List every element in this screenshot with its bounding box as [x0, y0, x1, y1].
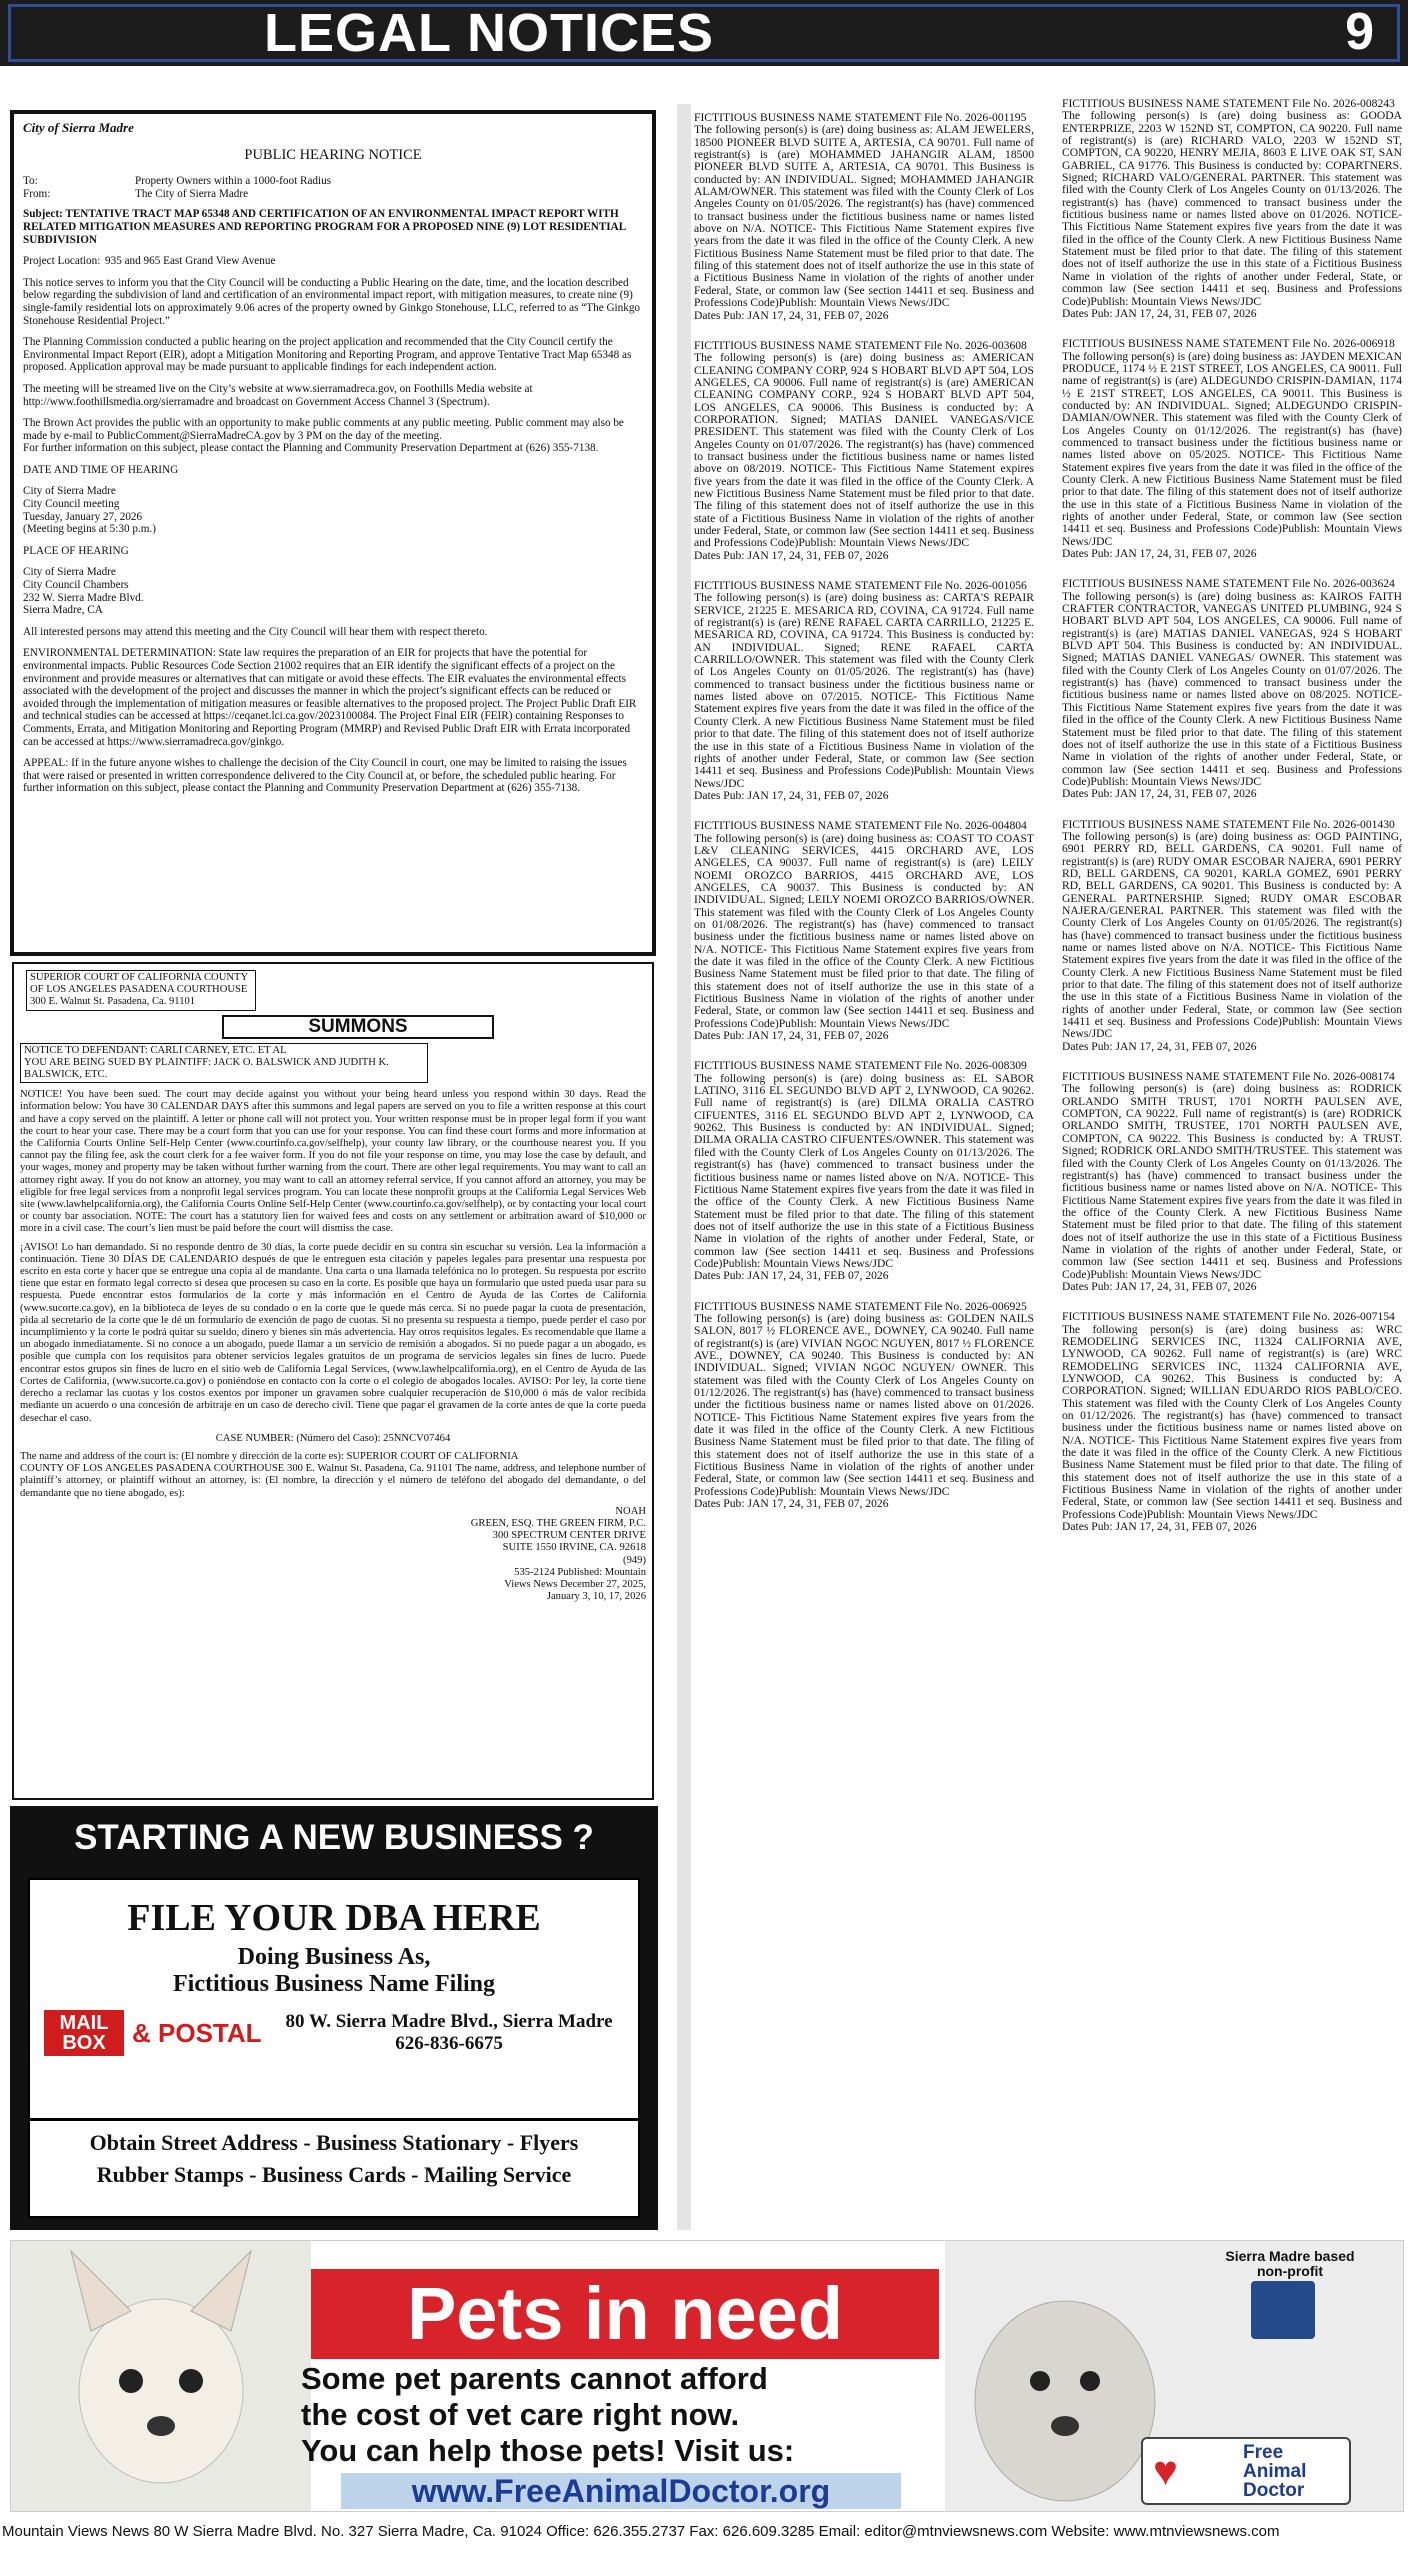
place-line: Sierra Madre, CA: [23, 604, 103, 617]
pets-line-1: Some pet parents cannot afford: [301, 2361, 768, 2396]
defendant-box: NOTICE TO DEFENDANT: CARLI CARNEY, ETC. ET AL YOU ARE BEING SUED BY PLAINTIFF: JACK O. BALSWICK AND JUDITH K. BALSWICK, ETC.: [20, 1043, 428, 1084]
case-number: CASE NUMBER: (Número del Caso): 25NNCV07464: [215, 1432, 451, 1444]
hearing-location-row: [23, 255, 643, 268]
mailbox-logo: MAIL BOX: [44, 2010, 124, 2056]
page-number: 9: [1345, 3, 1374, 61]
summons-title: SUMMONS: [222, 1015, 494, 1039]
place-line: 232 W. Sierra Madre Blvd.: [23, 591, 144, 604]
court-info: The name and address of the court is: (El nombre y dirección de la corte es): SUPERIOR COURT OF CALIFORNIA COUNTY OF LOS ANGELES PASADENA COURTHOUSE 300 E. Walnut St. Pasadena, Ca. 91101 The name, address, and telephone number of plaintiff’s attorney, or plaintiff without an attorney, is: (El nombre, la dirección y el número de teléfono del abogado del demandante, o del demandante que no tiene abogado, es):: [20, 1450, 646, 1499]
hearing-subject: Subject: TENTATIVE TRACT MAP 65348 AND CERTIFICATION OF AN ENVIRONMENTAL IMPACT REPORT WITH RELATED MITIGATION MEASURES AND REPORTING PROGRAM FOR A PROPOSED NINE (9) LOT RESIDENTIAL SUBDIVISION: [23, 208, 626, 246]
mailbox-phone: 626-836-6675: [395, 2033, 503, 2054]
fbn-statement: FICTITIOUS BUSINESS NAME STATEMENT File No. 2026-008309 The following person(s) is (are) doing business as: EL SABOR LATINO, 3116 EL SEGUNDO BLVD APT 2, LYNWOOD, CA 90262. Full name of registrant(s) is (are) DILMA ORALIA CASTRO CIFUENTES, 3116 EL SEGUNDO BLVD APT 2, LYNWOOD, CA 90262. This Business is conducted by: AN INDIVIDUAL. Signed; DILMA ORALIA CASTRO CIFUENTES/OWNER. This statement was filed with the County Clerk of Los Angeles County on 01/13/2026. The registrant(s) has (have) commenced to transact business under the fictitious business name or names listed above on N/A. NOTICE- This Fictitious Name Statement expires five years from the date it was filed in the office of the County Clerk. A new Fictitious Business Name Statement must be filed prior to that date. The filing of this statement does not of itself authorize the use in this state of a Fictitious Business Name in violation of the rights of another under Federal, State, or common law (See section 14411 et seq. Business and Professions Code)Publish: Mountain Views News/JDC Dates Pub: JAN 17, 24, 31, FEB 07, 2026: [694, 1059, 1034, 1283]
place-heading: PLACE OF HEARING: [23, 544, 129, 557]
dba-line-3: Fictitious Business Name Filing: [172, 1971, 496, 1997]
pets-line-2: the cost of vet care right now.: [301, 2397, 740, 2432]
hearing-paragraph-1: This notice serves to inform you that the City Council will be conducting a Public Hearing on the date, time, and the location described below regarding the subdivision of land and certification of an environmental impact report, with mitigation measures, to create nine (9) single-family residential lots on approximately 9.06 acres of the property owned by Ginkgo Stonehouse, LLC, referred to as “The Ginkgo Stonehouse Residential Project.”: [23, 276, 641, 327]
fbn-statement: FICTITIOUS BUSINESS NAME STATEMENT File No. 2026-001056 The following person(s) is (are) doing business as: CARTA'S REPAIR SERVICE, 21225 E. MESARICA RD, COVINA, CA 91724. Full name of registrant(s) is (are) RENE RAFAEL CARTA CARRILLO, 21225 E. MESARICA RD, COVINA, CA 91724. This Business is conducted by: AN INDIVIDUAL. Signed; RENE RAFAEL CARTA CARRILLO/OWNER. This statement was filed with the County Clerk of Los Angeles County on 01/05/2026. The registrant(s) has (have) commenced to transact business under the fictitious business name or names listed above on 07/2015. NOTICE- This Fictitious Name Statement expires five years from the date it was filed in the office of the County Clerk. A new Fictitious Business Name Statement must be filed prior to that date. The filing of this statement does not of itself authorize the use in this state of a Fictitious Business Name in violation of the rights of another under Federal, State, or common law (See section 14411 et seq. Business and Professions Code)Publish: Mountain Views News/JDC Dates Pub: JAN 17, 24, 31, FEB 07, 2026: [694, 579, 1034, 802]
fbn-column-b: [1062, 98, 1402, 2258]
location-value: 935 and 965 East Grand View Avenue: [105, 255, 276, 268]
nonprofit-label: Sierra Madre based non-profit: [1225, 2248, 1355, 2279]
appeal-paragraph: APPEAL: If in the future anyone wishes to challenge the decision of the City Council in court, one may be limited to raising the issues that were raised or presented in written correspondence delivered to the City Council at, or before, the scheduled public hearing. For further information on this subject, please contact the Planning and Community Preservation Department at (626) 355-7138.: [23, 757, 627, 795]
hearing-paragraph-5: All interested persons may attend this meeting and the City Council will hear them with respect thereto.: [23, 625, 488, 638]
postal-label: & POSTAL: [132, 2017, 262, 2048]
date-block: [23, 485, 643, 535]
place-block: [23, 566, 643, 616]
fbn-statement: FICTITIOUS BUSINESS NAME STATEMENT File No. 2026-003608 The following person(s) is (are) doing business as: AMERICAN CLEANING COMPANY CORP, 924 S HOBART BLVD APT 504, LOS ANGELES, CA 90006. Full name of registrant(s) is (are) AMERICAN CLEANING COMPANY CORP., 924 S HOBART BLVD APT 504, LOS ANGELES, CA 90006. This Business is conducted by: A CORPORATION. Signed; MATIAS DANIEL VANEGAS/VICE PRESIDENT. This statement was filed with the County Clerk of Los Angeles County on 01/07/2026. The registrant(s) has (have) commenced to transact business under the fictitious business name or names listed above on 08/2019. NOTICE- This Fictitious Name Statement expires five years from the date it was filed in the office of the County Clerk. A new Fictitious Business Name Statement must be filed prior to that date. The filing of this statement does not of itself authorize the use in this state of a Fictitious Business Name in violation of the rights of another under Federal, State, or common law (See section 14411 et seq. Business and Professions Code)Publish: Mountain Views News/JDC Dates Pub: JAN 17, 24, 31, FEB 07, 2026: [694, 338, 1034, 562]
mailbox-address: 80 W. Sierra Madre Blvd., Sierra Madre: [285, 2011, 613, 2032]
location-label: Project Location:: [23, 255, 101, 268]
fbn-statement: FICTITIOUS BUSINESS NAME STATEMENT File No. 2026-007154 The following person(s) is (are) doing business as: WRC REMODELING SERVICES INC, 11324 CALIFORNIA AVE, LYNWOOD, CA 90262. Full name of registrant(s) is (are) WRC REMODELING SERVICES INC, 11324 CALIFORNIA AVE, LYNWOOD, CA 90262. This Business is conducted by: A CORPORATION. Signed; WILLIAN EDUARDO RIOS PABLO/CEO. This statement was filed with the County Clerk of Los Angeles County on 01/12/2026. The registrant(s) has (have) commenced to transact business under the fictitious business name or names listed above on N/A. NOTICE- This Fictitious Name Statement expires five years from the date it was filed in the office of the County Clerk. A new Fictitious Business Name Statement must be filed prior to that date. The filing of this statement does not of itself authorize the use in this state of a Fictitious Business Name in violation of the rights of another under Federal, State, or common law (See section 14411 et seq. Business and Professions Code)Publish: Mountain Views News/JDC Dates Pub: JAN 17, 24, 31, FEB 07, 2026: [1062, 1310, 1402, 1534]
city-seal-icon: [1251, 2281, 1315, 2339]
date-heading: DATE AND TIME OF HEARING: [23, 463, 179, 476]
fbn-statement: FICTITIOUS BUSINESS NAME STATEMENT File No. 2026-003624 The following person(s) is (are) doing business as: KAIROS FAITH CRAFTER CONTRACTOR, VANEGAS UNITED PLUMBING, 924 S HOBART BLVD APT 504, LOS ANGELES, CA 90006. Full name of registrant(s) is (are) MATIAS DANIEL VANEGAS, 924 S HOBART BLVD APT 504. This Business is conducted by: AN INDIVIDUAL. Signed; MATIAS DANIEL VANEGAS/ OWNER. This statement was filed with the County Clerk of Los Angeles County on 01/07/2026. The registrant(s) has (have) commenced to transact business under the fictitious business name or names listed above on 08/2025. NOTICE- This Fictitious Name Statement expires five years from the date it was filed in the office of the County Clerk. A new Fictitious Business Name Statement must be filed prior to that date. The filing of this statement does not of itself authorize the use in this state of a Fictitious Business Name in violation of the rights of another under Federal, State, or common law (See section 14411 et seq. Business and Professions Code)Publish: Mountain Views News/JDC Dates Pub: JAN 17, 24, 31, FEB 07, 2026: [1062, 577, 1402, 801]
fbn-statement: FICTITIOUS BUSINESS NAME STATEMENT File No. 2026-006925 The following person(s) is (are) doing business as: GOLDEN NAILS SALON, 8017 ½ FLORENCE AVE., DOWNEY, CA 90240. Full name of registrant(s) is (are) VIVIAN NGOC NGUYEN, 8017 ½ FLORENCE AVE., DOWNEY, CA 90240. This Business is conducted by: AN INDIVIDUAL. Signed; VIVIAN NGOC NGUYEN/ OWNER. This statement was filed with the County Clerk of Los Angeles County on 01/12/2026. The registrant(s) has (have) commenced to transact business under the fictitious business name or names listed above on 01/2026. NOTICE- This Fictitious Name Statement expires five years from the date it was filed in the office of the County Clerk. A new Fictitious Business Name Statement must be filed prior to that date. The filing of this statement does not of itself authorize the use in this state of a Fictitious Business Name in violation of the rights of another under Federal, State, or common law (See section 14411 et seq. Business and Professions Code)Publish: Mountain Views News/JDC Dates Pub: JAN 17, 24, 31, FEB 07, 2026: [694, 1299, 1034, 1511]
hearing-paragraph-3: The meeting will be streamed live on the City’s website at www.sierramadreca.gov, on Foothills Media website at http://www.foothillsmedia.org/sierramadre and broadcast on Government Access Channel 3 (Spectrum).: [23, 382, 533, 408]
fbn-statement: FICTITIOUS BUSINESS NAME STATEMENT File No. 2026-001195 The following person(s) is (are) doing business as: ALAM JEWELERS, 18500 PIONEER BLVD SUITE A, ARTESIA, CA 90701. Full name of registrant(s) is (are) MOHAMMED JAHANGIR ALAM, 18500 PIONEER BLVD SUITE A, ARTESIA, CA 90701. This Business is conducted by: AN INDIVIDUAL. Signed; MOHAMMED JAHANGIR ALAM/OWNER. This statement was filed with the County Clerk of Los Angeles County on 01/05/2026. The registrant(s) has (have) commenced to transact business under the fictitious business name or names listed above on N/A. NOTICE- This Fictitious Name Statement expires five years from the date it was filed in the office of the County Clerk. A new Fictitious Business Name Statement must be filed prior to that date. The filing of this statement does not of itself authorize the use in this state of a Fictitious Business Name in violation of the rights of another under Federal, State, or common law (See section 14411 et seq. Business and Professions Code)Publish: Mountain Views News/JDC Dates Pub: JAN 17, 24, 31, FEB 07, 2026: [694, 112, 1034, 322]
hearing-paragraph-4: The Brown Act provides the public with an opportunity to make public comments at any public meeting. Public comment may also be made by e-mail to PublicComment@SierraMadreCA.gov by 3 PM on the day of the meeting. For further information on this subject, please contact the Planning and Community Preservation Department at (626) 355-7138.: [23, 417, 624, 455]
page-footer: Mountain Views News 80 W Sierra Madre Blvd. No. 327 Sierra Madre, Ca. 91024 Office: 626.355.2737 Fax: 626.609.3285 Email: editor@mtnviewsnews.com Website: www.mtnviewsnews.com: [2, 2523, 1280, 2540]
dba-ad: [10, 1806, 658, 2230]
page-title: LEGAL NOTICES: [264, 3, 715, 63]
pets-text: [301, 2361, 961, 2469]
dba-line-2: Doing Business As,: [237, 1944, 431, 1970]
mailbox-row: [30, 2010, 638, 2056]
pets-url[interactable]: www.FreeAnimalDoctor.org: [341, 2473, 901, 2509]
from-label: From:: [23, 187, 51, 200]
date-line: Tuesday, January 27, 2026: [23, 510, 143, 523]
page-header: [0, 0, 1408, 66]
hearing-to-row: [23, 175, 643, 188]
summons-notice: [12, 962, 654, 1800]
dba-ad-body: [28, 1878, 640, 2218]
environmental-determination: ENVIRONMENTAL DETERMINATION: State law requires the preparation of an EIR for projects that have the potential for environmental impacts. Public Resources Code Section 21002 requires that an EIR identify the significant effects of a project on the environment and provide measures or alternatives that can mitigate or avoid these effects. The EIR evaluates the environmental effects associated with the development of the project and discusses the manner in which the project’s significant effects can be reduced or avoided through the implementation of mitigation measures or feasible alternatives to the proposed project. The Project Public Draft EIR and technical studies can be accessed at https://ceqanet.lci.ca.gov/2023100084. The Project Final EIR (FEIR) containing Responses to Comments, Errata, and Mitigation Monitoring and Reporting Program (MMRP) and Revised Public Draft EIR with Errata incorporated can be accessed at https://www.sierramadreca.gov/ginkgo.: [23, 647, 637, 748]
free-animal-doctor-logo: [1141, 2437, 1351, 2505]
pets-headline: Pets in need: [311, 2269, 939, 2359]
hearing-title: PUBLIC HEARING NOTICE: [244, 146, 422, 163]
dba-services-2: Rubber Stamps - Business Cards - Mailing Service: [96, 2162, 572, 2187]
fbn-statement: FICTITIOUS BUSINESS NAME STATEMENT File No. 2026-004804 The following person(s) is (are) doing business as: COAST TO COAST L&V CLEANING SERVICES, 4415 ORCHARD AVE, LOS ANGELES, CA 90037. Full name of registrant(s) is (are) LEILY NOEMI OROZCO BARRIOS, 4415 ORCHARD AVE, LOS ANGELES, CA 90037. This Business is conducted by: AN INDIVIDUAL. Signed; LEILY NOEMI OROZCO BARRIOS/OWNER. This statement was filed with the County Clerk of Los Angeles County on 01/08/2026. The registrant(s) has (have) commenced to transact business under the fictitious business name or names listed above on N/A. NOTICE- This Fictitious Name Statement expires five years from the date it was filed in the office of the County Clerk. A new Fictitious Business Name Statement must be filed prior to that date. The filing of this statement does not of itself authorize the use in this state of a Fictitious Business Name in violation of the rights of another under Federal, State, or common law (See section 14411 et seq. Business and Professions Code)Publish: Mountain Views News/JDC Dates Pub: JAN 17, 24, 31, FEB 07, 2026: [694, 819, 1034, 1043]
place-line: City Council Chambers: [23, 579, 129, 592]
public-hearing-notice: [10, 110, 656, 956]
heart-cross-icon: ♥: [1153, 2449, 1178, 2495]
hearing-city: City of Sierra Madre: [23, 120, 134, 135]
summons-english: NOTICE! You have been sued. The court may decide against you without your being heard unless you respond within 30 days. Read the information below: You have 30 CALENDAR DAYS after this summons and legal papers are served on you to file a written response at this court and have a copy served on the plaintiff. A letter or phone call will not protect you. Your written response must be in proper legal form if you want the court to hear your case. There may be a court form that you can use for your response. You can find these court forms and more information at the California Courts Online Self-Help Center (www.courtinfo.ca.gov/selfhelp), your county law library, or the courthouse nearest you. If you cannot pay the filing fee, ask the court clerk for a fee waiver form. If you do not file your response on time, you may lose the case by default, and your wages, money and property may be taken without further warning from the court. There are other legal requirements. You may want to call an attorney right away. If you do not know an attorney, you may want to call an attorney referral service, If you cannot afford an attorney, you may be eligible for free legal services from a nonprofit legal services program. You can locate these nonprofit groups at the California Legal Services Web site (www.lawhelpcalifornia.org), the California Courts Online Self-Help Center (www.courtinfo.ca.gov/selfhelp), or by contacting your local court or county bar association. NOTE: The court has a statutory lien for waived fees and costs on any settlement or arbitration award of $10,000 or more in a civil case. The court’s lien must be paid before the court will dismiss the case.: [20, 1089, 646, 1235]
fbn-statement: FICTITIOUS BUSINESS NAME STATEMENT File No. 2026-008174 The following person(s) is (are) doing business as: RODRICK ORLANDO SMITH TRUST, 1701 NORTH PAULSEN AVE, COMPTON, CA 90222. Full name of registrant(s) is (are) RODRICK ORLANDO SMITH, TRUSTEE, 1701 NORTH PAULSEN AVE, COMPTON, CA 90222. This Business is conducted by: A TRUST. Signed; RODRICK ORLANDO SMITH/TRUSTEE. This statement was filed with the County Clerk of Los Angeles County on 01/13/2026. The registrant(s) has (have) commenced to transact business under the fictitious business name or names listed above on N/A. NOTICE- This Fictitious Name Statement expires five years from the date it was filed in the office of the County Clerk. A new Fictitious Business Name Statement must be filed prior to that date. The filing of this statement does not of itself authorize the use in this state of a Fictitious Business Name in violation of the rights of another under Federal, State, or common law (See section 14411 et seq. Business and Professions Code)Publish: Mountain Views News/JDC Dates Pub: JAN 17, 24, 31, FEB 07, 2026: [1062, 1070, 1402, 1293]
attorney-info: NOAH GREEN, ESQ. THE GREEN FIRM, P.C. 300 SPECTRUM CENTER DRIVE SUITE 1550 IRVINE, CA. 92618 (949) 535-2124 Published: Mountain Views News December 27, 2025, January 3, 10, 17, 2026: [470, 1505, 646, 1603]
place-line: City of Sierra Madre: [23, 566, 116, 579]
fbn-statement: FICTITIOUS BUSINESS NAME STATEMENT File No. 2026-006918 The following person(s) is (are) doing business as: JAYDEN MEXICAN PRODUCE, 1174 ½ E 21ST STREET, LOS ANGELES, CA 90011. Full name of registrant(s) is (are) ALDEGUNDO CRISPIN-DAMIAN, 1174 ½ E 21ST STREET, LOS ANGELES, CA 90011. This Business is conducted by: AN INDIVIDUAL. Signed; ALDEGUNDO CRISPIN-DAMIAN/OWNER. This statement was filed with the County Clerk of Los Angeles County on 01/12/2026. The registrant(s) has (have) commenced to transact business under the fictitious business name or names listed above on 05/2025. NOTICE- This Fictitious Name Statement expires five years from the date it was filed in the office of the County Clerk. A new Fictitious Business Name Statement must be filed prior to that date. The filing of this statement does not of itself authorize the use in this state of a Fictitious Business Name in violation of the rights of another under Federal, State, or common law (See section 14411 et seq. Business and Professions Code)Publish: Mountain Views News/JDC Dates Pub: JAN 17, 24, 31, FEB 07, 2026: [1062, 337, 1402, 561]
pets-line-3: You can help those pets! Visit us:: [301, 2433, 795, 2468]
fbn-column-a: [694, 112, 1034, 2252]
date-line: City of Sierra Madre: [23, 485, 116, 498]
fad-logo-text: Free Animal Doctor: [1243, 2442, 1307, 2501]
dba-line-1: FILE YOUR DBA HERE: [127, 1897, 541, 1939]
hearing-from-row: [23, 188, 643, 201]
date-line: City Council meeting: [23, 498, 120, 511]
mailbox-address-block: [286, 2011, 613, 2055]
summons-spanish: ¡AVISO! Lo han demandado. Si no responde dentro de 30 días, la corte puede decidir en su contra sin escuchar su versión. Lea la información a continuación. Tiene 30 DÍAS DE CALENDARIO después de que le entreguen esta citación y papeles legales para presentar una respuesta por escrito en esta corte y hacer que se entregue una copia al de mandante. Una carta o una llamada telefónica no lo protegen. Su respuesta por escrito tiene que estar en formato legal correcto si desea que procesen su caso en la corte. Es posible que haya un formulario que usted pueda usar para su respuesta. Puede encontrar estos formularios de la corte y más información en el Centro de Ayuda de las Cortes de California (www.sucorte.ca.gov), en la biblioteca de leyes de su condado o en la corte que le quede más cerca. Si no puede pagar la cuota de presentación, pida al secretario de la corte que le dé un formulario de exención de pago de cuotas. Si no presenta su respuesta a tiempo, puede perder el caso por incumplimiento y la corte le podrá quitar su sueldo, dinero y bienes sin más advertencia. Hay otros requisitos legales. Es recomendable que llame a un abogado inmediatamente. Si no conoce a un abogado, puede llamar a un servicio de remisión a abogados. Si no puede pagar a un abogado, es posible que cumpla con los requisitos para obtener servicios legales gratuitos de un programa de servicios legales sin fines de lucro. Puede encontrar estos grupos sin fines de lucro en el sitio web de California Legal Services, (www.lawhelpcalifornia.org), en el Centro de Ayuda de las Cortes de California, (www.sucorte.ca.gov) o poniéndose en contacto con la corte o el colegio de abogados locales. AVISO: Por ley, la corte tiene derecho a reclamar las cuotas y los costos exentos por imponer un gravamen sobre cualquier recuperación de $10,000 ó más de valor recibida mediante un acuerdo o una concesión de arbitraje en un caso de derecho civil. Tiene que pagar el gravamen de la corte antes de que la corte pueda desechar el caso.: [20, 1241, 646, 1424]
fbn-statement: FICTITIOUS BUSINESS NAME STATEMENT File No. 2026-008243 The following person(s) is (are) doing business as: GOODA ENTERPRIZE, 2203 W 152ND ST, COMPTON, CA 90220. Full name of registrant(s) is (are) RICHARD VALO, 2203 W 152ND ST, COMPTON, CA 90220, HENRY MEJIA, 8603 E LIVE OAK ST, SAN GABRIEL, CA 91776. This Business is conducted by: COPARTNERS. Signed; RICHARD VALO/GENERAL PARTNER. This statement was filed with the County Clerk of Los Angeles County on 01/13/2026. The registrant(s) has (have) commenced to transact business under the fictitious business name or names listed above on 01/2026. NOTICE- This Fictitious Name Statement expires five years from the date it was filed in the office of the County Clerk. A new Fictitious Business Name Statement must be filed prior to that date. The filing of this statement does not of itself authorize the use in this state of a Fictitious Business Name in violation of the rights of another under Federal, State, or common law (See section 14411 et seq. Business and Professions Code)Publish: Mountain Views News/JDC Dates Pub: JAN 17, 24, 31, FEB 07, 2026: [1062, 98, 1402, 320]
hearing-paragraph-2: The Planning Commission conducted a public hearing on the project application and recommended that the City Council certify the Environmental Impact Report (EIR), adopt a Mitigation Monitoring and Reporting Program, and approve Tentative Tract Map 65348 as proposed. Application approval may be made pursuant to applicable findings for each independent action.: [23, 336, 632, 374]
to-value: Property Owners within a 1000-foot Radius: [135, 175, 332, 188]
to-label: To:: [23, 175, 38, 188]
date-line: (Meeting begins at 5:30 p.m.): [23, 523, 156, 536]
dba-headline: STARTING A NEW BUSINESS ?: [74, 1818, 594, 1857]
chihuahua-photo: [11, 2241, 311, 2512]
dba-divider: [30, 2118, 638, 2121]
column-separator: [677, 104, 691, 2230]
pets-in-need-ad: [10, 2240, 1404, 2512]
court-box: SUPERIOR COURT OF CALIFORNIA COUNTY OF LOS ANGELES PASADENA COURTHOUSE 300 E. Walnut St. Pasadena, Ca. 91101: [26, 970, 256, 1011]
fbn-statement: FICTITIOUS BUSINESS NAME STATEMENT File No. 2026-001430 The following person(s) is (are) doing business as: OGD PAINTING, 6901 PERRY RD, BELL GARDENS, CA 90201. Full name of registrant(s) is (are) RUDY OMAR ESCOBAR NAJERA, 6901 PERRY RD, BELL GARDENS, CA 90201, KARLA GOMEZ, 6901 PERRY RD, BELL GARDENS, CA 90201. This Business is conducted by: A GENERAL PARTNERSHIP. Signed; RUDY OMAR ESCOBAR NAJERA/GENERAL PARTNER. This statement was filed with the County Clerk of Los Angeles County on 01/05/2026. The registrant(s) has (have) commenced to transact business under the fictitious business name or names listed above on N/A. NOTICE- This Fictitious Name Statement expires five years from the date it was filed in the office of the County Clerk. A new Fictitious Business Name Statement must be filed prior to that date. The filing of this statement does not of itself authorize the use in this state of a Fictitious Business Name in violation of the rights of another under Federal, State, or common law (See section 14411 et seq. Business and Professions Code)Publish: Mountain Views News/JDC Dates Pub: JAN 17, 24, 31, FEB 07, 2026: [1062, 817, 1402, 1053]
dog-icon: [11, 2241, 311, 2512]
dba-services-1: Obtain Street Address - Business Stationary - Flyers: [89, 2130, 579, 2155]
from-value: The City of Sierra Madre: [135, 187, 249, 200]
